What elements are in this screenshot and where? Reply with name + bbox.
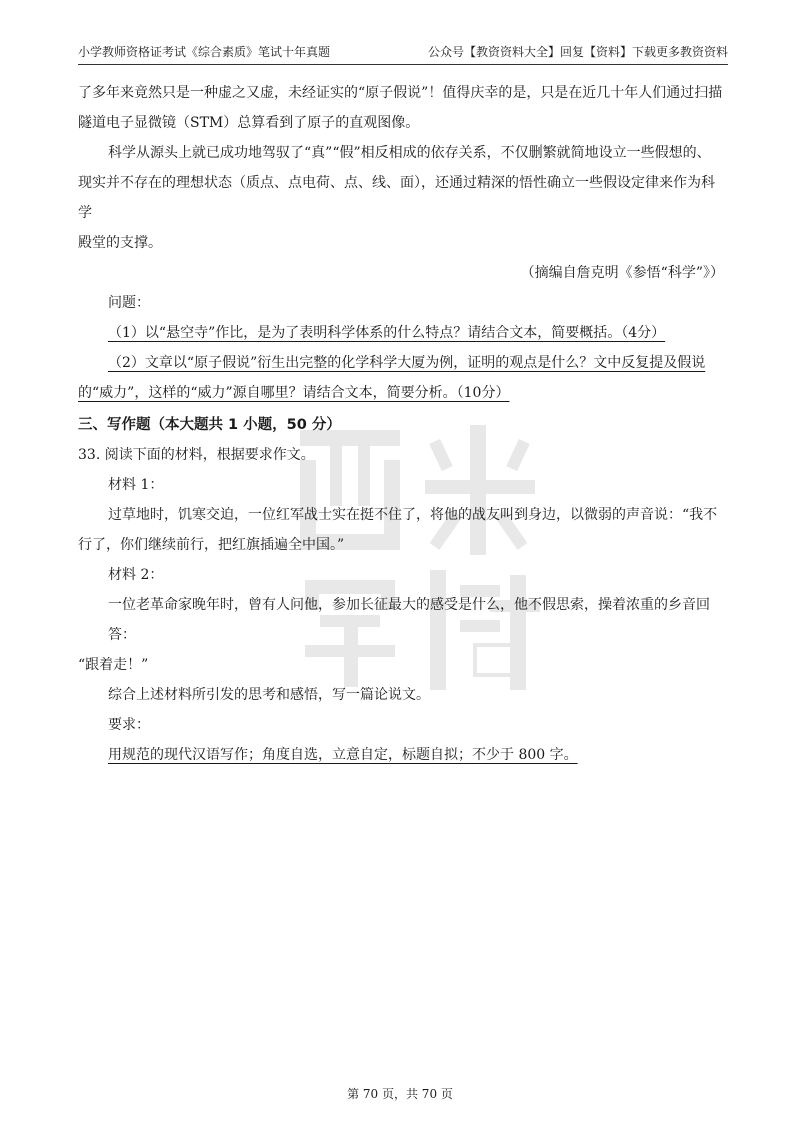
text-line: 了多年来竟然只是一种虚之又虚，未经证实的“原子假说”！值得庆幸的是，只是在近几十年人们通过扫描 (78, 85, 723, 101)
source-citation: （摘编自詹克明《参悟“科学”》） (520, 265, 724, 281)
paragraph: 科学从源头上就已成功地驾驭了“真”“假”相反相成的依存关系，不仅删繁就简地设立一些假想的、 (108, 145, 711, 161)
section-heading: 三、写作题（本大题共 1 小题，50 分） (78, 417, 341, 433)
text-line: 殿堂的支撑。 (78, 235, 162, 251)
material-2-label: 材料 2： (108, 567, 164, 583)
page-header (78, 40, 728, 65)
material-2-text: 一位老革命家晚年时，曾有人问他，参加长征最大的感受是什么，他不假思索，操着浓重的乡音回答： (108, 597, 710, 643)
requirements-label: 要求： (108, 717, 150, 733)
question-heading: 问题： (108, 295, 150, 311)
question-2-cont: 的“威力”，这样的“威力”源自哪里？请结合文本，简要分析。（10分） (78, 385, 510, 401)
material-1-text-cont: 行了，你们继续前行，把红旗插遍全中国。” (78, 537, 345, 553)
question-1: （1）以“悬空寺”作比，是为了表明科学体系的什么特点？请结合文本，简要概括。（4分） (108, 325, 666, 341)
header-promo: 公众号【教资资料大全】回复【资料】下载更多教资资料 (427, 45, 728, 59)
page-number: 第 70 页，共 70 页 (347, 1087, 453, 1101)
question-33: 33. 阅读下面的材料，根据要求作文。 (78, 447, 315, 463)
requirements-text: 用规范的现代汉语写作；角度自选，立意自定，标题自拟；不少于 800 字。 (108, 747, 578, 763)
material-1-label: 材料 1： (108, 477, 164, 493)
material-2-text-cont: “跟着走！” (78, 657, 149, 673)
header-title: 小学教师资格证考试《综合素质》笔试十年真题 (78, 45, 331, 59)
text-line: 现实并不存在的理想状态（质点、点电荷、点、线、面），还通过精深的悟性确立一些假设定律来作为科学 (78, 175, 715, 221)
text-line: 隧道电子显微镜（STM）总算看到了原子的直观图像。 (78, 115, 420, 131)
document-body (78, 78, 728, 770)
question-2: （2）文章以“原子假说”衍生出完整的化学科学大厦为例，证明的观点是什么？文中反复提及假说 (108, 355, 706, 371)
writing-task: 综合上述材料所引发的思考和感悟，写一篇论说文。 (108, 687, 430, 703)
material-1-text: 过草地时，饥寒交迫，一位红军战士实在挺不住了，将他的战友叫到身边，以微弱的声音说：“我不 (108, 507, 718, 523)
